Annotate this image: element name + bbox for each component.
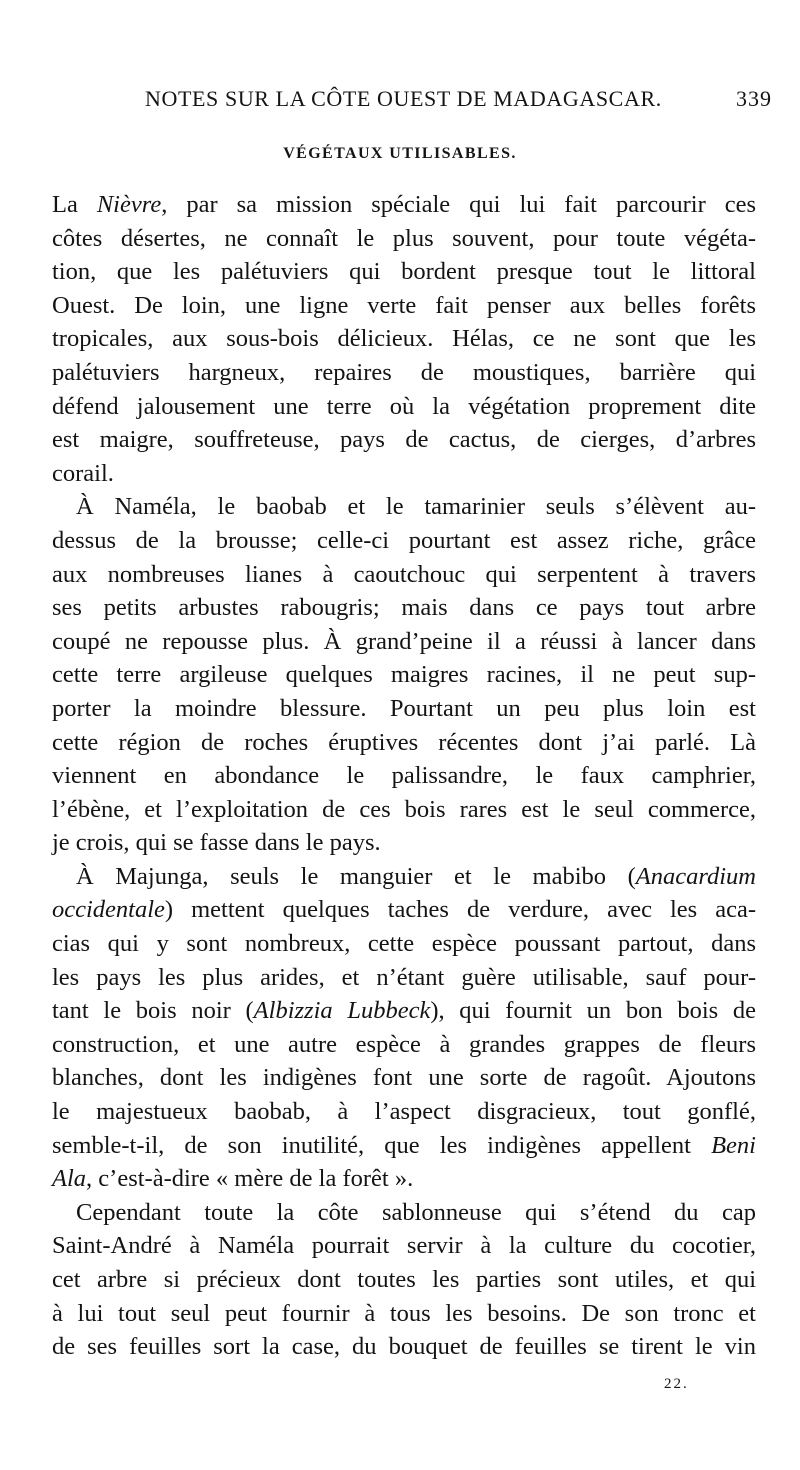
text-line: Ala, c’est-à-dire « mère de la forêt ». bbox=[52, 1165, 414, 1193]
text-line: semble-t-il, de son inutilité, que les indigènes appellent Beni bbox=[52, 1131, 756, 1159]
italic-term: Beni bbox=[711, 1131, 756, 1159]
text-line: La Nièvre, par sa mission spéciale qui lui fait parcourir ces bbox=[52, 191, 756, 218]
text-line: Cependant toute la côte sablonneuse qui s’étend du cap bbox=[76, 1198, 756, 1226]
text-line: cette terre argileuse quelques maigres racines, il ne peut sup- bbox=[52, 661, 756, 689]
text-line: corail. bbox=[52, 459, 114, 487]
text-line: occidentale) mettent quelques taches de verdure, avec les aca- bbox=[52, 896, 756, 924]
italic-term: Ala bbox=[52, 1165, 87, 1193]
text-line: coupé ne repousse plus. À grand’peine il a réussi à lancer dans bbox=[52, 627, 756, 655]
text-line: ses petits arbustes rabougris; mais dans ce pays tout arbre bbox=[52, 594, 756, 622]
text-line: blanches, dont les indigènes font une sorte de ragoût. Ajoutons bbox=[52, 1064, 756, 1092]
text-line: dessus de la brousse; celle-ci pourtant est assez riche, grâce bbox=[52, 526, 756, 554]
text-line: viennent en abondance le palissandre, le faux camphrier, bbox=[52, 762, 756, 790]
text-line: cette région de roches éruptives récentes dont j’ai parlé. Là bbox=[52, 728, 756, 756]
text-line: de ses feuilles sort la case, du bouquet de feuilles se tirent le vin bbox=[52, 1333, 756, 1361]
text-line: Ouest. De loin, une ligne verte fait penser aux belles forêts bbox=[52, 291, 756, 319]
text-line: tropicales, aux sous-bois délicieux. Hélas, ce ne sont que les bbox=[52, 325, 756, 353]
text-line: À Majunga, seuls le manguier et le mabibo (Anacardium bbox=[76, 862, 756, 890]
text-line: je crois, qui se fasse dans le pays. bbox=[52, 829, 381, 857]
running-title: NOTES SUR LA CÔTE OUEST DE MADAGASCAR. bbox=[145, 86, 662, 111]
text-line: tion, que les palétuviers qui bordent presque tout le littoral bbox=[52, 258, 756, 286]
text-line: cet arbre si précieux dont toutes les parties sont utiles, et qui bbox=[52, 1266, 756, 1293]
section-heading: VÉGÉTAUX UTILISABLES. bbox=[283, 145, 517, 162]
text-line: à lui tout seul peut fournir à tous les besoins. De son tronc et bbox=[52, 1299, 756, 1327]
running-head bbox=[60, 86, 772, 120]
text-line: l’ébène, et l’exploitation de ces bois rares est le seul commerce, bbox=[52, 795, 756, 823]
text-line: les pays les plus arides, et n’étant guère utilisable, sauf pour- bbox=[52, 963, 756, 991]
italic-term: Anacardium bbox=[635, 862, 756, 890]
text-line: défend jalousement une terre où la végétation proprement dite bbox=[52, 392, 756, 420]
body-text bbox=[52, 188, 756, 1364]
text-line: palétuviers hargneux, repaires de moustiques, barrière qui bbox=[52, 358, 756, 386]
text-line: construction, et une autre espèce à grandes grappes de fleurs bbox=[52, 1030, 756, 1058]
text-line: est maigre, souffreteuse, pays de cactus, de cierges, d’arbres bbox=[52, 426, 756, 454]
text-line: cias qui y sont nombreux, cette espèce poussant partout, dans bbox=[52, 930, 756, 958]
italic-term: Albizzia Lubbeck bbox=[253, 997, 431, 1025]
text-line: Saint-André à Naméla pourrait servir à la culture du cocotier, bbox=[52, 1232, 756, 1260]
text-line: tant le bois noir (Albizzia Lubbeck), qui fournit un bon bois de bbox=[52, 997, 756, 1025]
italic-term: Nièvre bbox=[96, 191, 162, 218]
page-number: 339 bbox=[736, 86, 772, 111]
italic-term: occidentale bbox=[52, 896, 165, 924]
signature-mark: 22. bbox=[664, 1376, 689, 1392]
text-line: le majestueux baobab, à l’aspect disgracieux, tout gonflé, bbox=[52, 1098, 756, 1126]
text-line: porter la moindre blessure. Pourtant un peu plus loin est bbox=[52, 694, 756, 722]
text-line: côtes désertes, ne connaît le plus souvent, pour toute végéta- bbox=[52, 224, 756, 252]
text-line: aux nombreuses lianes à caoutchouc qui serpentent à travers bbox=[52, 560, 756, 588]
text-line: À Naméla, le baobab et le tamarinier seuls s’élèvent au- bbox=[76, 493, 756, 521]
